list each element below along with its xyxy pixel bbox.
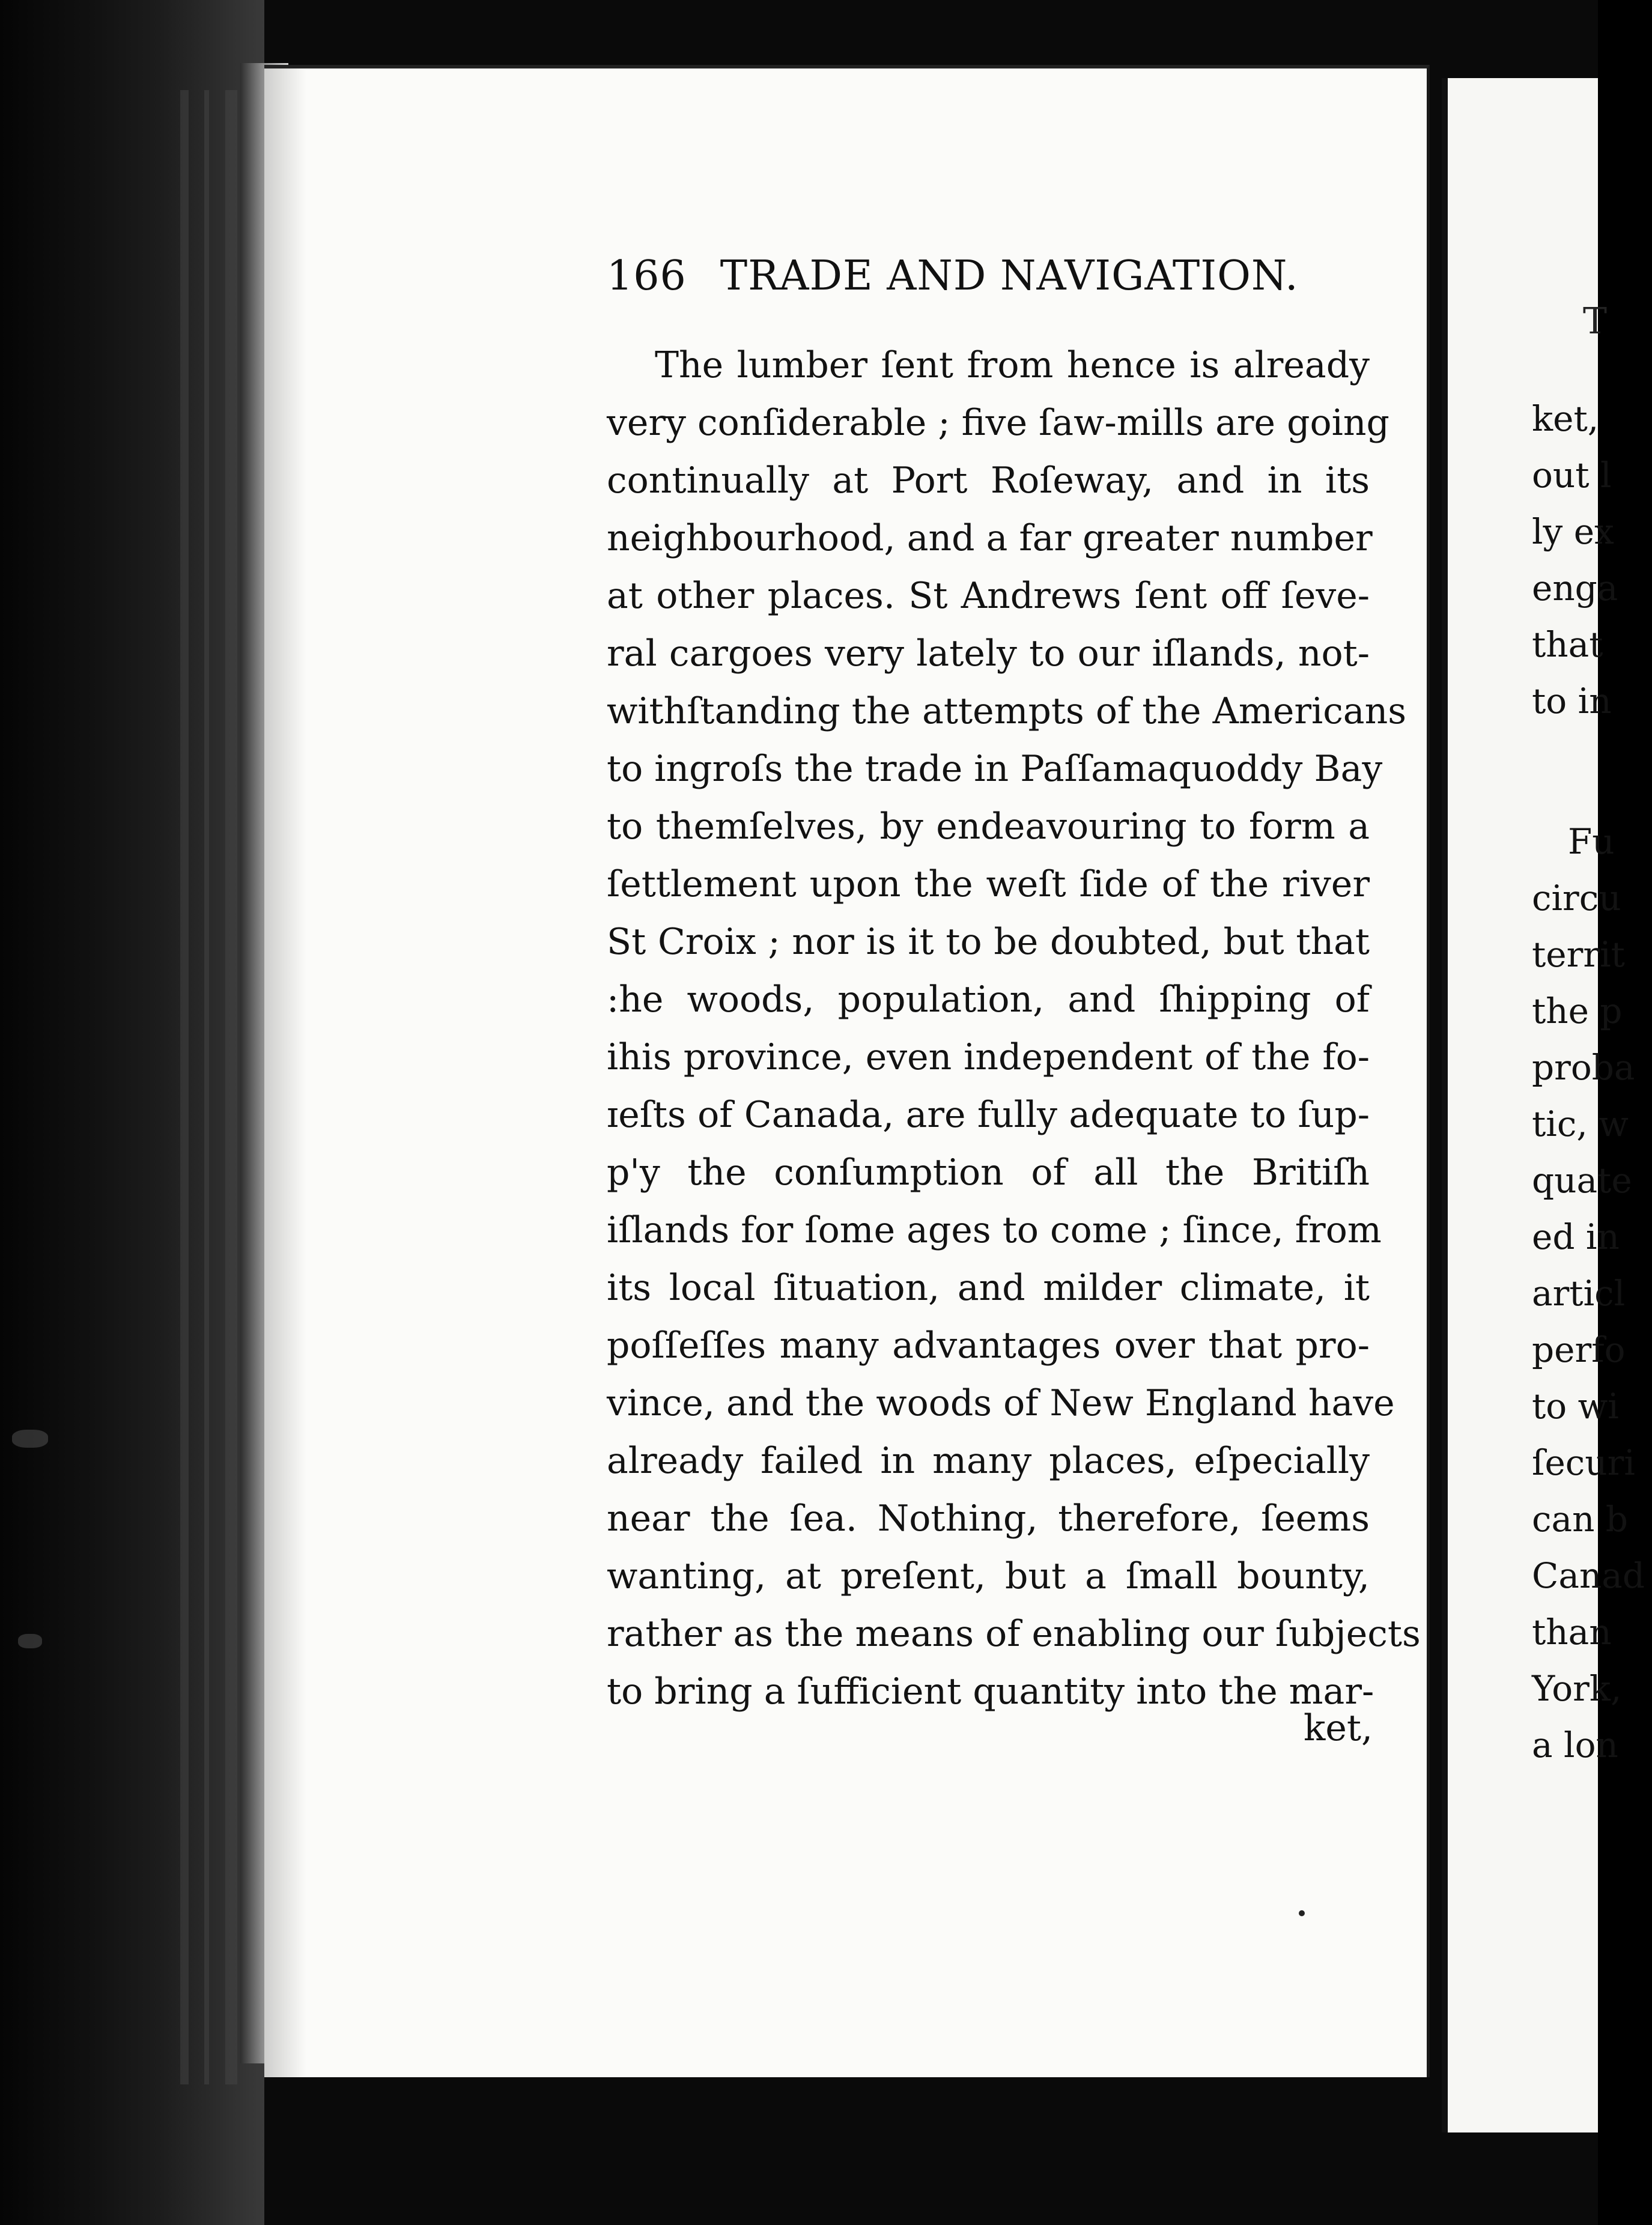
facing-text-line: than	[1532, 1612, 1612, 1653]
facing-text-line: ly ex	[1532, 511, 1614, 552]
text-line: vince, and the woods of New England have	[607, 1382, 1395, 1424]
text-line: very conſiderable ; five ſaw-mills are going	[607, 402, 1389, 444]
text-line: St Croix ; nor is it to be doubted, but that	[607, 921, 1370, 963]
spine-stripe	[180, 90, 189, 2084]
text-line: p'y the conſumption of all the Britiſh	[607, 1152, 1370, 1194]
facing-text-line: articl	[1532, 1273, 1626, 1314]
facing-text-line: perfo	[1532, 1329, 1626, 1370]
text-line: neighbourhood, and a far greater number	[607, 517, 1373, 559]
facing-text-line: ſecuri	[1532, 1442, 1635, 1483]
facing-text-line: that	[1532, 624, 1603, 665]
gutter-shadow	[264, 68, 306, 2077]
spine-stripe	[225, 90, 237, 2084]
text-line: poſſeſſes many advantages over that pro-	[607, 1325, 1370, 1367]
facing-text-line: proba	[1532, 1047, 1635, 1088]
facing-text-line: ed in	[1532, 1216, 1620, 1257]
facing-text-line: quate	[1532, 1160, 1632, 1201]
text-line: withſtanding the attempts of the Americans	[607, 690, 1407, 732]
text-line: ɪeſts of Canada, are fully adequate to ſup-	[607, 1094, 1370, 1136]
facing-page-text	[1532, 390, 1652, 1773]
text-line: rather as the means of enabling our ſubjects	[607, 1613, 1421, 1655]
facing-text-line: the p	[1532, 991, 1623, 1031]
text-line: The lumber ſent from hence is already	[655, 344, 1370, 386]
text-line: to bring a ſufficient quantity into the mar-	[607, 1671, 1374, 1713]
facing-text-line: Fu	[1568, 821, 1615, 862]
facing-text-line: to in	[1532, 681, 1612, 721]
text-line: :he woods, population, and ſhipping of	[607, 979, 1370, 1021]
ink-dot	[1299, 1910, 1305, 1916]
catchword: ket,	[1304, 1707, 1373, 1749]
facing-text-line: York,	[1532, 1668, 1622, 1709]
facing-text-line: territ	[1532, 934, 1625, 975]
facing-text-line: enga	[1532, 568, 1618, 609]
facing-running-head: T	[1583, 300, 1608, 342]
text-line: continually at Port Roſeway, and in its	[607, 460, 1370, 502]
text-line: at other places. St Andrews ſent off ſeve-	[607, 575, 1370, 617]
paragraph-gap	[1532, 729, 1652, 813]
facing-text-line: can b	[1532, 1499, 1628, 1540]
spine-stripe	[204, 90, 209, 2084]
page-number: 166	[607, 252, 687, 300]
facing-text-line: tic, w	[1532, 1103, 1629, 1144]
body-text	[607, 336, 1421, 1720]
facing-text-line: Canad	[1532, 1555, 1645, 1596]
spine-smudge	[18, 1634, 42, 1648]
text-line: its local ſituation, and milder climate, it	[607, 1267, 1370, 1309]
facing-text-line: circu	[1532, 878, 1621, 918]
text-line: wanting, at preſent, but a ſmall bounty,	[607, 1555, 1370, 1597]
facing-page	[1442, 78, 1645, 2132]
text-line: ral cargoes very lately to our iſlands, not-	[607, 633, 1370, 675]
text-line: iſlands for ſome ages to come ; ſince, from	[607, 1209, 1382, 1251]
facing-text-line: ket,	[1532, 398, 1599, 439]
text-line: ihis province, even independent of the fo-	[607, 1036, 1370, 1078]
text-line: already failed in many places, eſpecially	[607, 1440, 1370, 1482]
text-line: to ingroſs the trade in Paſſamaquoddy Bay	[607, 748, 1383, 790]
spine-smudge	[12, 1430, 48, 1448]
facing-text-line: a lon	[1532, 1725, 1618, 1765]
facing-text-line: to wi	[1532, 1386, 1619, 1427]
text-line: to themſelves, by endeavouring to form a	[607, 806, 1370, 848]
text-line: ſettlement upon the weſt ſide of the river	[607, 863, 1370, 905]
book-spine	[0, 0, 264, 2225]
text-line: near the ſea. Nothing, therefore, ſeems	[607, 1498, 1370, 1540]
running-head-title: TRADE AND NAVIGATION.	[720, 252, 1299, 300]
running-head	[607, 252, 1299, 300]
facing-text-line: out l	[1532, 455, 1612, 496]
